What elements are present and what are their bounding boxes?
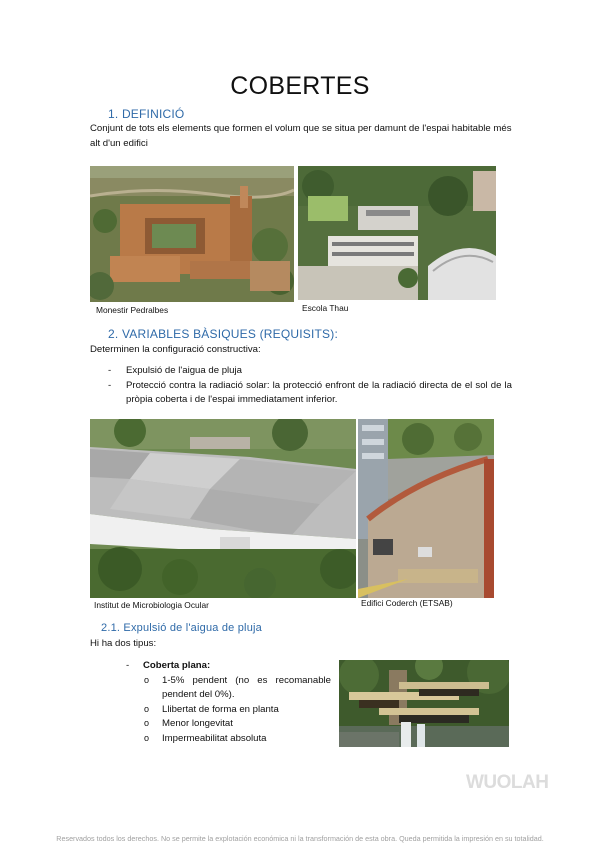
roof-type-item: - Coberta plana: <box>126 660 211 671</box>
photo-institut-microbiologia <box>90 419 356 598</box>
section21-intro: Hi ha dos tipus: <box>90 638 157 649</box>
requirements-list <box>108 364 512 408</box>
caption-coderch: Edifici Coderch (ETSAB) <box>361 598 453 608</box>
caption-institut: Institut de Microbiologia Ocular <box>94 600 209 610</box>
caption-monestir: Monestir Pedralbes <box>96 305 169 315</box>
section-heading-variables: 2. VARIABLES BÀSIQUES (REQUISITS): <box>108 327 338 341</box>
section-heading-definicio: 1. DEFINICIÓ <box>108 107 185 121</box>
list-item: o Menor longevitat <box>144 718 233 730</box>
section-heading-expulsio: 2.1. Expulsió de l'aigua de pluja <box>101 622 262 634</box>
caption-escola: Escola Thau <box>302 303 349 313</box>
section2-intro: Determinen la configuració constructiva: <box>90 344 261 355</box>
photo-flat-roof-house <box>339 660 509 747</box>
roof-type-label: Coberta plana: <box>143 660 211 671</box>
list-item: o Llibertat de forma en planta <box>144 703 279 715</box>
list-item: o 1-5% pendent (no es recomanable pendent del 0%). <box>144 674 331 701</box>
definition-text: Conjunt de tots els elements que formen el volum que se situa per damunt de l'espai habitable més alt d'un edifici <box>90 123 512 149</box>
list-item: - Expulsió de l'aigua de pluja <box>108 365 242 376</box>
page-title: COBERTES <box>230 72 370 100</box>
roof-type-block <box>126 659 336 747</box>
list-item: o Impermeabilitat absoluta <box>144 732 267 744</box>
photo-escola-thau <box>298 166 496 300</box>
photo-edifici-coderch <box>358 419 494 598</box>
list-item: - Protecció contra la radiació solar: la protecció enfront de la radiació directa de el sol de la pròpia coberta i de l'espai immediatament inferior. <box>108 379 512 406</box>
photo-monestir-pedralbes <box>90 166 294 302</box>
flat-roof-properties <box>144 674 331 747</box>
copyright-footer: Reservados todos los derechos. No se permite la explotación económica ni la transformación de esta obra. Queda permitida la impresión en su totalidad. <box>56 834 544 843</box>
wuolah-watermark: WUOLAH <box>466 772 549 793</box>
